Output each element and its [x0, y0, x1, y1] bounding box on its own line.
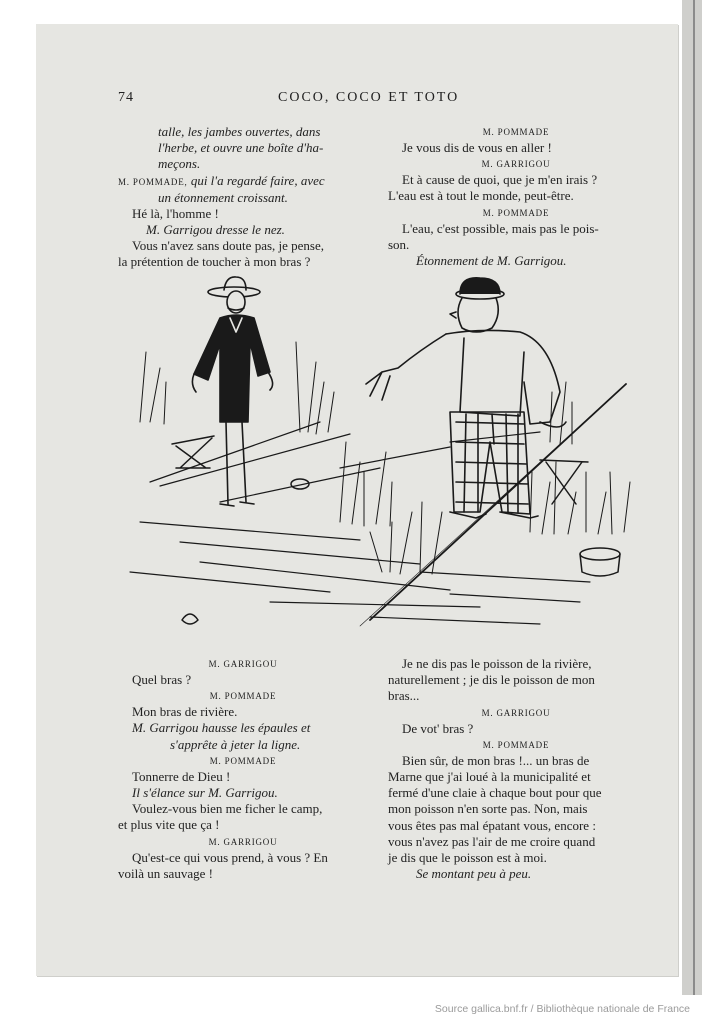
dialogue-line: Marne que j'ai loué à la municipalité et	[388, 769, 591, 785]
stage-direction: M. Garrigou hausse les épaules et	[132, 720, 311, 736]
speaker-with-direction	[118, 173, 368, 190]
speaker-name: M. POMMADE	[482, 127, 550, 137]
fishing-rod	[370, 384, 626, 620]
riverbank-strokes	[130, 422, 590, 624]
dialogue-line: voilà un sauvage !	[118, 865, 213, 881]
speaker-name: M. GARRIGOU	[481, 159, 551, 170]
speaker-name: M. GARRIGOU	[208, 836, 278, 847]
figure-m-garrigou	[192, 277, 272, 506]
text-column-top-left	[118, 124, 368, 271]
pen-drawing-illustration	[120, 272, 640, 640]
dialogue-line: Vous n'avez sans doute pas, je pense,	[132, 238, 325, 254]
dialogue-line: Mon bras de rivière.	[132, 704, 238, 720]
text-column-bottom-right	[388, 656, 644, 882]
stage-direction: qui l'a regardé faire, avec	[190, 172, 325, 188]
speaker-name: M. POMMADE	[482, 207, 550, 218]
dialogue-line: Tonnerre de Dieu !	[132, 768, 231, 784]
dialogue-line: bras...	[388, 688, 420, 704]
figure-m-pommade	[366, 278, 566, 518]
page-number: 74	[118, 90, 134, 105]
text-column-bottom-left	[118, 656, 368, 882]
dialogue-line: Bien sûr, de mon bras !... un bras de	[402, 752, 590, 768]
dialogue-line: vous êtes pas mal épatant vous, encore :	[388, 817, 596, 833]
stray-hat	[182, 614, 198, 624]
dialogue-line: son.	[388, 236, 410, 252]
dialogue-line: fermé d'une claie à chaque bout pour que	[388, 785, 602, 801]
dialogue-line: je dis que le poisson est à moi.	[388, 850, 547, 866]
dialogue-line: vous n'avez pas l'air de me croire quand	[388, 833, 596, 849]
source-credit: Source gallica.bnf.fr / Bibliothèque nationale de France	[434, 1003, 690, 1015]
stage-direction: Se montant peu à peu.	[416, 866, 532, 882]
dialogue-line: Qu'est-ce qui vous prend, à vous ? En	[132, 849, 328, 865]
speaker-name: M. POMMADE,	[118, 176, 188, 187]
dialogue-line: Et à cause de quoi, que je m'en irais ?	[402, 172, 598, 188]
speaker-name: M. POMMADE	[209, 691, 277, 702]
running-title: COCO, COCO ET TOTO	[278, 90, 460, 105]
text-column-top-right	[388, 124, 644, 269]
stage-direction: meçons.	[158, 156, 201, 172]
dialogue-line: Je vous dis de vous en aller !	[402, 140, 552, 155]
stage-direction: Étonnement de M. Garrigou.	[416, 253, 567, 269]
speaker-name: M. POMMADE	[209, 755, 277, 766]
dialogue-line: L'eau est à tout le monde, peut-être.	[388, 188, 574, 204]
dialogue-line: Je ne dis pas le poisson de la rivière,	[402, 656, 592, 671]
stage-direction: un étonnement croissant.	[158, 189, 288, 205]
speaker-name: M. GARRIGOU	[208, 659, 278, 669]
dialogue-line: Hé là, l'homme !	[132, 205, 219, 221]
dialogue-line: De vot' bras ?	[402, 720, 474, 736]
speaker-name: M. GARRIGOU	[481, 707, 551, 718]
bucket	[580, 548, 620, 576]
page-edge-line	[693, 0, 695, 995]
stage-direction: talle, les jambes ouvertes, dans	[158, 124, 321, 139]
folding-stool-left	[172, 436, 214, 468]
dialogue-line: Quel bras ?	[132, 672, 192, 687]
stage-direction: Il s'élance sur M. Garrigou.	[132, 785, 278, 801]
dialogue-line: Voulez-vous bien me ficher le camp,	[132, 801, 323, 817]
dialogue-line: et plus vite que ça !	[118, 817, 220, 833]
dialogue-line: la prétention de toucher à mon bras ?	[118, 254, 311, 270]
dialogue-line: naturellement ; je dis le poisson de mon	[388, 672, 595, 688]
dialogue-line: L'eau, c'est possible, mais pas le pois-	[402, 220, 599, 236]
book-spine	[682, 0, 702, 995]
stage-direction: M. Garrigou dresse le nez.	[146, 222, 285, 238]
stage-direction: l'herbe, et ouvre une boîte d'ha-	[158, 140, 324, 156]
speaker-name: M. POMMADE	[482, 739, 550, 750]
stage-direction: s'apprête à jeter la ligne.	[170, 736, 301, 752]
dialogue-line: mon poisson n'en sorte pas. Non, mais	[388, 801, 588, 817]
